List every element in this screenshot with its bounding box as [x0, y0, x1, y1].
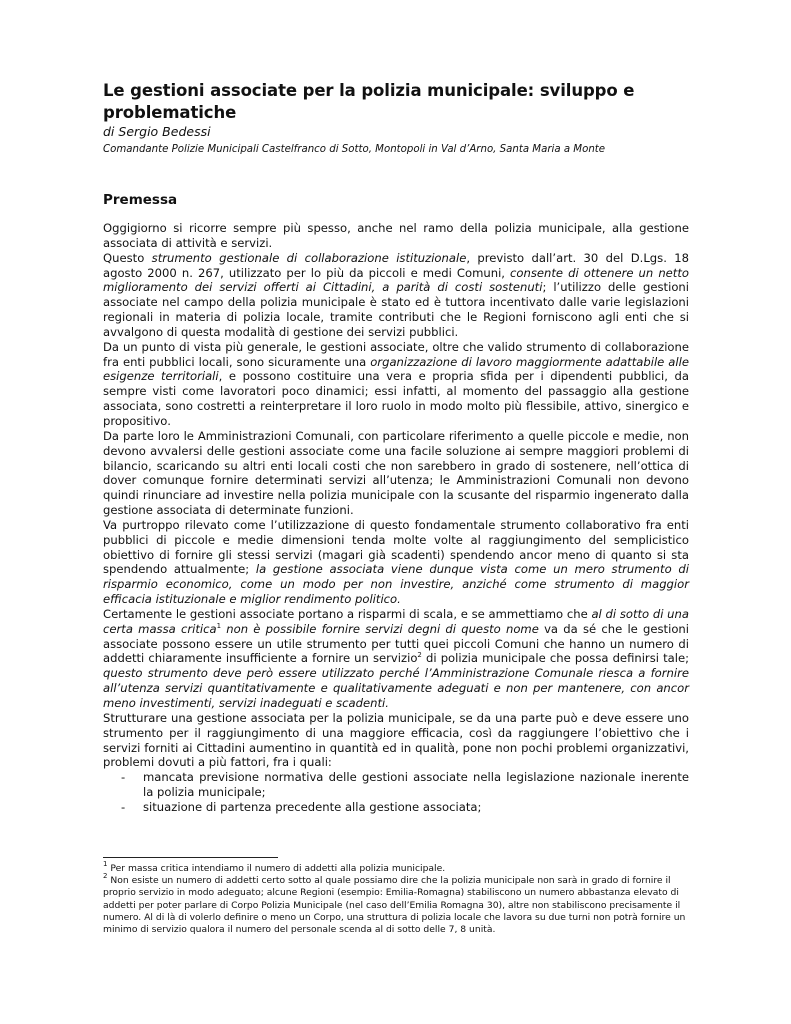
paragraph-3-text-a: Da un punto di vista più generale, le gestioni associate, oltre che valido strumento di collaborazione fra enti pubblici locali, sono sicuramente una: [103, 339, 689, 369]
footnote-1-text: Per massa critica intendiamo il numero di addetti alla polizia municipale.: [107, 863, 446, 874]
issues-list: [103, 770, 689, 815]
section-heading-premessa: Premessa: [103, 192, 178, 208]
list-item-text: mancata previsione normativa delle gestioni associate nella legislazione nazionale inerente la polizia municipale;: [143, 770, 689, 800]
list-item-text: situazione di partenza precedente alla gestione associata;: [143, 799, 482, 814]
list-bullet: -: [121, 770, 126, 785]
list-bullet: -: [121, 799, 126, 814]
footnote-ref-2[interactable]: 2: [417, 651, 422, 660]
footnote-mark-2: 2: [103, 872, 108, 881]
paragraph-2-emphasis-b: consente di ottenere un netto miglioramento dei servizi offerti ai Cittadini, a parità di costi sostenuti: [103, 265, 689, 295]
paragraph-3: [103, 340, 689, 429]
paragraph-2-text-b: , previsto dall’art. 30 del D.Lgs. 18 agosto 2000 n. 267, utilizzato per lo più da piccoli e medi Comuni,: [103, 250, 689, 280]
body-text: [103, 221, 689, 815]
document-page: [103, 80, 689, 815]
author-affiliation: Comandante Polizie Municipali Castelfranco di Sotto, Montopoli in Val d’Arno, Santa Maria a Monte: [103, 144, 606, 155]
footnote-1: [103, 860, 689, 875]
paragraph-4: Da parte loro le Amministrazioni Comunali, con particolare riferimento a quelle piccole e medie, non devono avvalersi delle gestioni associate come una facile soluzione ai sempre maggiori problemi di bilancio, scaricando su altri enti locali costi che non sarebbero in grado di sostenere, nell’ottica di dover comunque fornire determinati servizi all’utenza; le Amministrazioni Comunali non devono quindi rinunciare ad investire nella polizia municipale con la scusante del risparmio ingenerato dalla gestione associata di determinate funzioni.: [103, 428, 689, 518]
paragraph-6: [103, 607, 689, 711]
paragraph-5-emphasis: la gestione associata viene dunque vista come un mero strumento di risparmio economico, come un modo per non investire, anziché come strumento di maggior efficacia istituzionale e miglior rendimento politico.: [103, 562, 689, 607]
footnote-separator: [103, 857, 278, 858]
footnotes: [103, 860, 689, 936]
list-item: [121, 800, 689, 815]
list-item: [121, 770, 689, 800]
footnote-2: [103, 872, 689, 936]
paragraph-3-text-b: , e possono costituire una vera e propria sfida per i dipendenti pubblici, da sempre visti come lavoratori poco dinamici; essi infatti, al momento del passaggio alla gestione associata, sono costretti a reinterpretare il loro ruolo in modo molto più flessibile, attivo, sinergico e propositivo.: [103, 369, 689, 428]
paragraph-6-emphasis-a: al di sotto di una certa massa critica: [103, 606, 689, 636]
paragraph-6-text-c: di polizia municipale che possa definirsi tale;: [421, 651, 689, 666]
footnote-mark-1: 1: [103, 860, 108, 868]
document-title: Le gestioni associate per la polizia municipale: sviluppo e problematiche: [103, 81, 635, 122]
paragraph-6-emphasis-c: questo strumento deve però essere utilizzato perché l’Amministrazione Comunale riesca a fornire all’utenza servizi quantitativamente e qualitativamente adeguati e non per mantenere, con ancor meno investimenti, servizi inadeguati e scadenti.: [103, 666, 689, 710]
paragraph-2: [103, 251, 689, 340]
footnote-ref-1[interactable]: 1: [216, 621, 222, 630]
paragraph-1: Oggigiorno si ricorre sempre più spesso, anche nel ramo della polizia municipale, alla gestione associata di attività e servizi.: [103, 221, 689, 250]
author-line: di Sergio Bedessi: [103, 124, 211, 139]
paragraph-2-text-a: Questo: [103, 250, 152, 265]
paragraph-5: [103, 518, 689, 607]
footnote-2-text: Non esiste un numero di addetti certo sotto al quale possiamo dire che la polizia municipale non sarà in grado di fornire il proprio servizio in modo adeguato; alcune Regioni (esempio: Emilia-Romagna) stabiliscono un numero abbastanza elevato di addetti per poter parlare di Corpo Polizia Municipale (nel caso dell’Emilia Romagna 30), altre non stabiliscono precisamente il numero. Al di là di volerlo definire o meno un Corpo, una struttura di polizia locale che lavora su due turni non potrà fornire un minimo di servizio qualora il numero del personale scenda al di sotto delle 7, 8 unità.: [103, 875, 686, 936]
paragraph-6-text-b: va da sé che le gestioni associate possono essere un utile strumento per tutti quei piccoli Comuni che hanno un numero di addetti chiaramente insufficiente a fornire un servizio: [103, 621, 689, 666]
paragraph-2-text-c: ; l’utilizzo delle gestioni associate nel campo della polizia municipale è stato ed è tuttora incentivato dalle varie legislazioni regionali in materia di polizia locale, tramite contributi che le Regioni forniscono agli enti che si avvalgono di questa modalità di gestione dei servizi pubblici.: [103, 280, 689, 339]
paragraph-5-text: Va purtroppo rilevato come l’utilizzazione di questo fondamentale strumento collaborativo fra enti pubblici di piccole e medie dimensioni tenda molte volte al raggiungimento del semplicistico obiettivo di fornire gli stessi servizi (magari già scadenti) spendendo ancor meno di quanto si sta spendendo attualmente;: [103, 517, 689, 577]
paragraph-6-text-a: Certamente le gestioni associate portano a risparmi di scala, e se ammettiamo che: [103, 606, 592, 621]
paragraph-6-emphasis-b: non è possibile fornire servizi degni di questo nome: [221, 621, 539, 636]
paragraph-7: Strutturare una gestione associata per la polizia municipale, se da una parte può e deve essere uno strumento per il raggiungimento di una maggiore efficacia, così da raggiungere l’obiettivo che i servizi forniti ai Cittadini aumentino in quantità ed in qualità, pone non pochi problemi organizzativi, problemi dovuti a più fattori, fra i quali:: [103, 710, 689, 770]
paragraph-2-emphasis-a: strumento gestionale di collaborazione istituzionale: [151, 250, 467, 265]
paragraph-3-emphasis: organizzazione di lavoro maggiormente adattabile alle esigenze territoriali: [103, 354, 689, 384]
